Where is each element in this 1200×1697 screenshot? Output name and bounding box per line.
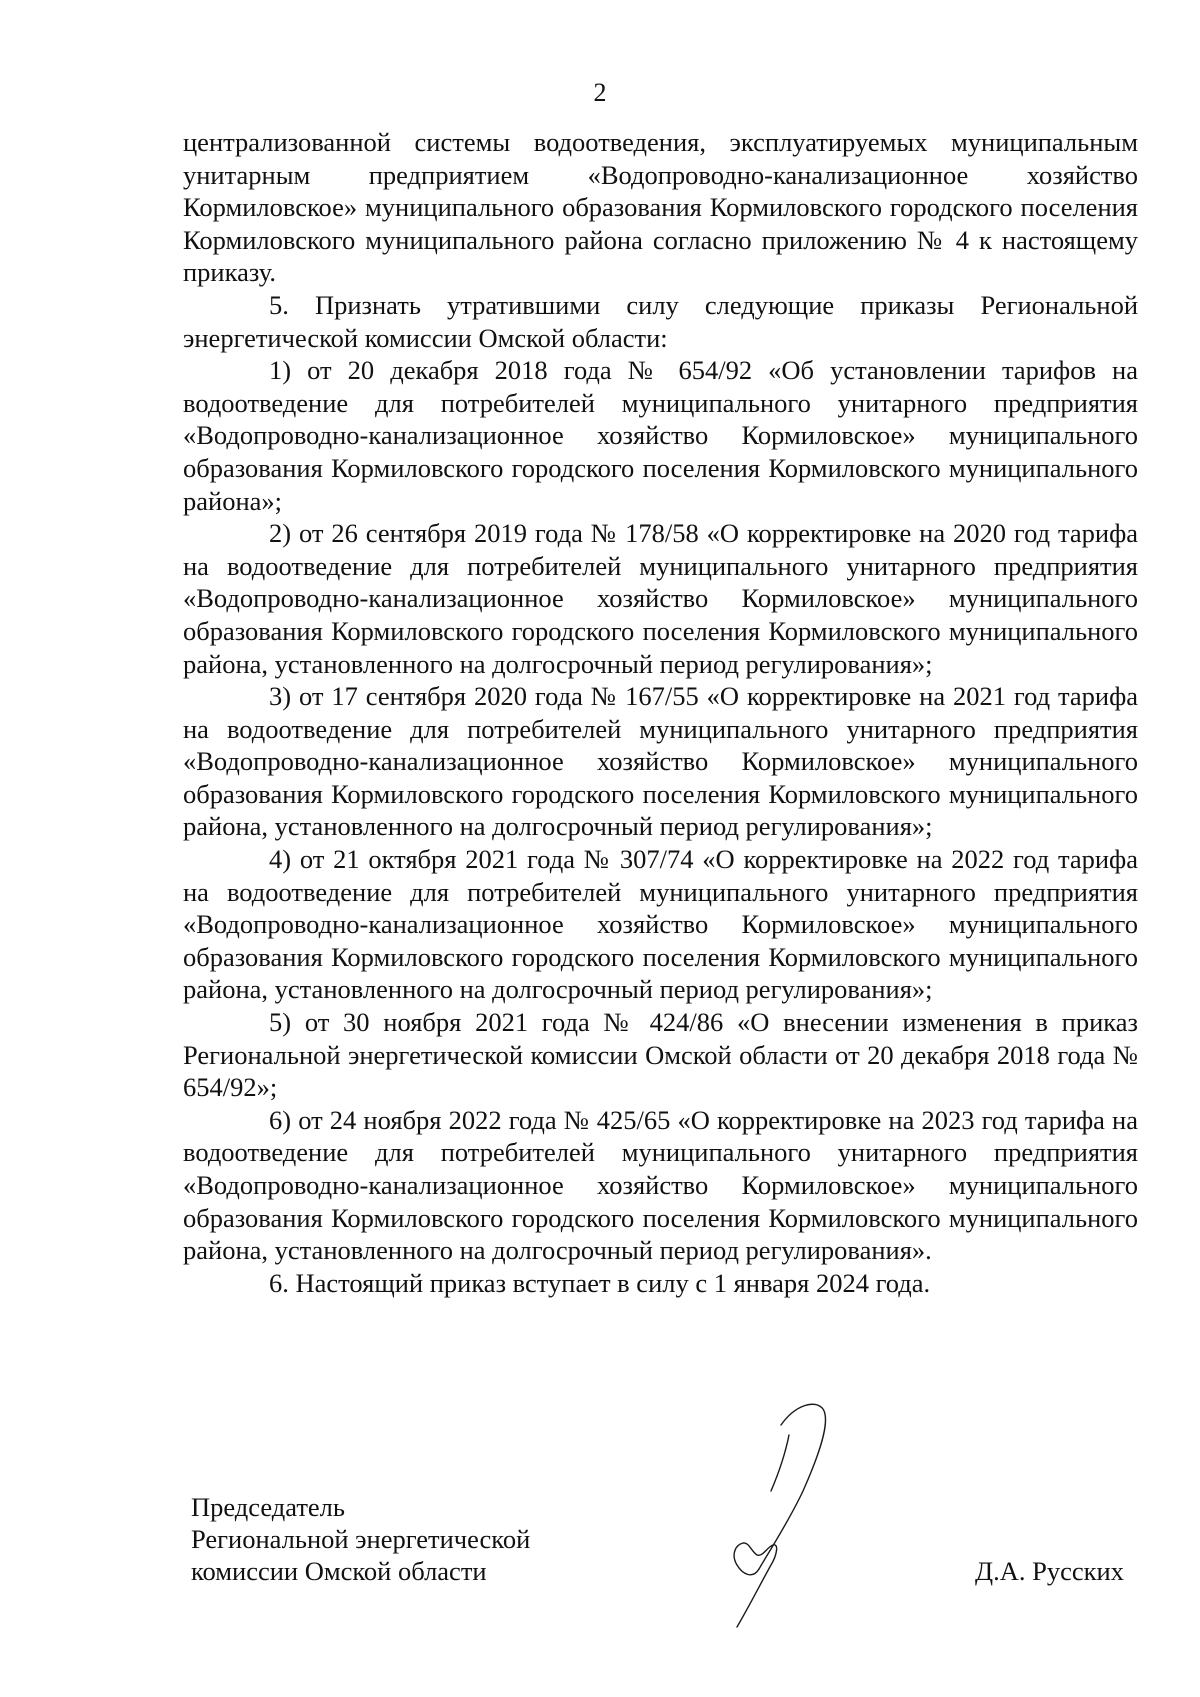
- revoked-order-2: 2) от 26 сентября 2019 года № 178/58 «О корректировке на 2020 год тарифа на водоотведение для потребителей муниципального унитарного предприятия «Водопроводно-канализационное хозяйство Кормиловское» муниципального образования Кормиловского городского поселения Кормиловского муниципального района, установленного на долгосрочный период регулирования»;: [183, 518, 1138, 679]
- paragraph-continuation: централизованной системы водоотведения, эксплуатируемых муниципальным унитарным предприятием «Водопроводно-канализационное хозяйство Кормиловское» муниципального образования Кормиловского городского поселения Кормиловского муниципального района согласно приложению № 4 к настоящему приказу.: [183, 127, 1138, 288]
- revoked-order-3: 3) от 17 сентября 2020 года № 167/55 «О корректировке на 2021 год тарифа на водоотведение для потребителей муниципального унитарного предприятия «Водопроводно-канализационное хозяйство Кормиловское» муниципального образования Кормиловского городского поселения Кормиловского муниципального района, установленного на долгосрочный период регулирования»;: [183, 681, 1138, 842]
- handwritten-signature: [715, 1395, 895, 1635]
- paragraph-item-6: 6. Настоящий приказ вступает в силу с 1 января 2024 года.: [269, 1267, 931, 1298]
- revoked-order-1: 1) от 20 декабря 2018 года № 654/92 «Об установлении тарифов на водоотведение для потребителей муниципального унитарного предприятия «Водопроводно-канализационное хозяйство Кормиловское» муниципального образования Кормиловского городского поселения Кормиловского муниципального района»;: [183, 355, 1138, 516]
- document-body: [183, 126, 1138, 1299]
- paragraph-item-5: 5. Признать утратившими силу следующие приказы Региональной энергетической комиссии Омской области:: [183, 289, 1138, 353]
- signatory-name: Д.А. Русских: [975, 1556, 1124, 1586]
- revoked-order-6: 6) от 24 ноября 2022 года № 425/65 «О корректировке на 2023 год тарифа на водоотведение для потребителей муниципального унитарного предприятия «Водопроводно-канализационное хозяйство Кормиловское» муниципального образования Кормиловского городского поселения Кормиловского муниципального района, установленного на долгосрочный период регулирования».: [183, 1104, 1138, 1266]
- revoked-order-4: 4) от 21 октября 2021 года № 307/74 «О корректировке на 2022 год тарифа на водоотведение для потребителей муниципального унитарного предприятия «Водопроводно-канализационное хозяйство Кормиловское» муниципального образования Кормиловского городского поселения Кормиловского муниципального района, установленного на долгосрочный период регулирования»;: [183, 844, 1138, 1005]
- signatory-title-line: Региональной энергетической: [191, 1524, 531, 1554]
- signatory-title: [191, 1491, 530, 1587]
- signatory-title-line: Председатель: [191, 1492, 345, 1522]
- signatory-title-line: комиссии Омской области: [191, 1556, 487, 1586]
- revoked-order-5: 5) от 30 ноября 2021 года № 424/86 «О внесении изменения в приказ Региональной энергетической комиссии Омской области от 20 декабря 2018 года № 654/92»;: [183, 1007, 1138, 1103]
- page-number: 2: [593, 78, 607, 107]
